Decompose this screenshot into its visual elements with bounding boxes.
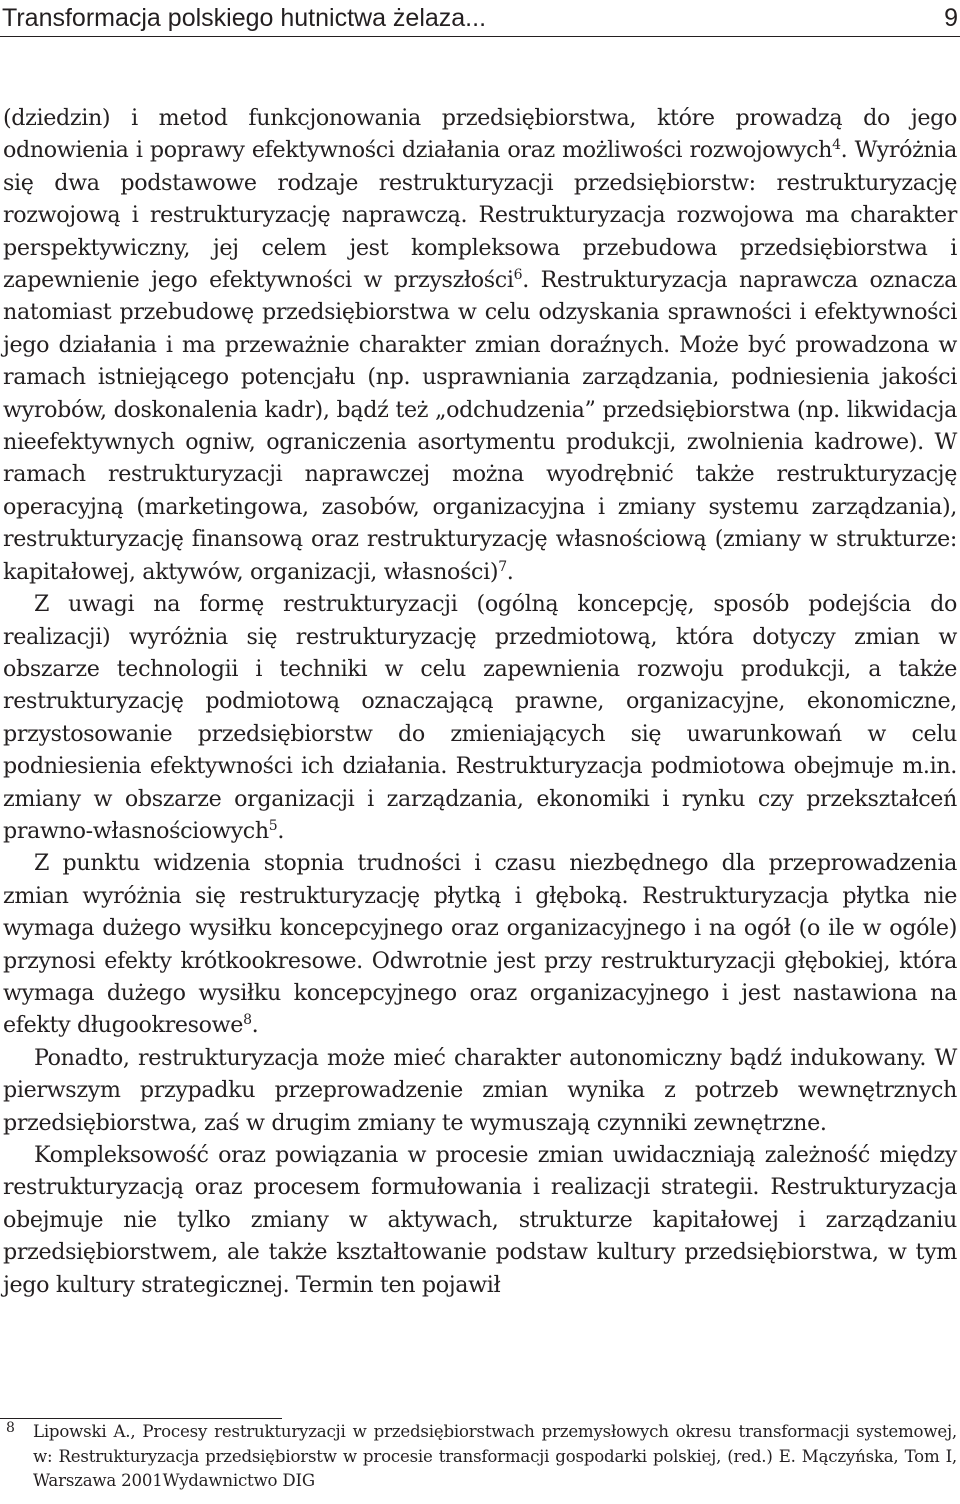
footnote-ref-5: 5: [268, 817, 278, 834]
paragraph-4: Ponadto, restrukturyzacja może mieć charakter autonomiczny bądź indukowany. W pierwszym przypadku przeprowadzenie zmian wynika z potrzeb wewnętrznych przedsiębiorstwa, zaś w drugim zmiany te wymuszają czynniki zewnętrzne.: [3, 1044, 957, 1136]
footnote-ref-8: 8: [243, 1012, 252, 1029]
page-number: 9: [944, 4, 958, 32]
paragraph-2: Z uwagi na formę restrukturyzacji (ogólną koncepcję, sposób podejścia do realizacji) wyróżnia się restrukturyzację przedmiotową, która dotyczy zmian w obszarze technologii i techniki w celu zapewnienia rozwoju produkcji, a także restrukturyzację podmiotową oznaczającą prawne, organizacyjne, ekonomiczne, przystosowanie przedsiębiorstw do zmieniających się uwarunkowań w celu podniesienia efektywności ich działania. Restrukturyzacja podmiotowa obejmuje m.in. zmiany w obszarze organizacji i zarządzania, ekonomiki i rynku czy przekształceń prawno-własnościowych$^5$.: [3, 591, 957, 844]
footnote: [3, 1420, 957, 1494]
footnote-ref-6: 6: [513, 267, 523, 284]
paragraph-5: Kompleksowość oraz powiązania w procesie zmian uwidaczniają zależność między restrukturyzacją oraz procesem formułowania i realizacji strategii. Restrukturyzacja obejmuje nie tylko zmiany w aktywach, strukturze kapitałowej i zarządzaniu przedsiębiorstwem, ale także kształtowanie podstaw kultury przedsiębiorstwa, w tym jego kultury strategicznej. Termin ten pojawił: [3, 1142, 957, 1298]
running-title: Transformacja polskiego hutnictwa żelaza...: [2, 4, 487, 32]
running-header: [0, 0, 960, 37]
paragraph-1: (dziedzin) i metod funkcjonowania przedsiębiorstwa, które prowadzą do jego odnowienia i poprawy efektywności działania oraz możliwości rozwojowych$^4$. Wyróżnia się dwa podstawowe rodzaje restrukturyzacji przedsiębiorstw: restrukturyzację rozwojową i restrukturyzację naprawczą. Restrukturyzacja rozwojowa ma charakter perspektywiczny, jej celem jest kompleksowa przebudowa przedsiębiorstwa i zapewnienie jego efektywności w przyszłości$^6$. Restrukturyzacja naprawcza oznacza natomiast przebudowę przedsiębiorstwa w celu odzyskania sprawności i efektywności jego działania i ma przeważnie charakter zmian doraźnych. Może być prowadzona w ramach istniejącego potencjału (np. usprawniania zarządzania, podniesienia jakości wyrobów, doskonalenia kadr), bądź też „odchudzenia” przedsiębiorstwa (np. likwidacja nieefektywnych ogniw, ograniczenia asortymentu produkcji, zwolnienia kadrowe). W ramach restrukturyzacji naprawczej można wyodrębnić także restrukturyzację operacyjną (marketingowa, zasobów, organizacyjna i zmiany systemu zarządzania), restrukturyzację finansową oraz restrukturyzację własnościową (zmiany w strukturze: kapitałowej, aktywów, organizacji, własności)$^7$.: [3, 105, 957, 585]
footnote-mark: 8: [6, 1420, 15, 1436]
footnote-ref-4: 4: [832, 137, 841, 154]
footnote-text: Lipowski A., Procesy restrukturyzacji w przedsiębiorstwach przemysłowych okresu transformacji systemowej, w: Restrukturyzacja przedsiębiorstw w procesie transformacji gospodarki polskiej, (red.) E. Mączyńska, Tom I, Warszawa 2001Wydawnictwo DIG: [33, 1422, 957, 1491]
footnote-divider: [0, 1418, 282, 1419]
body-text: [3, 102, 957, 1301]
paragraph-3: Z punktu widzenia stopnia trudności i czasu niezbędnego dla przeprowadzenia zmian wyróżnia się restrukturyzację płytką i głęboką. Restrukturyzacja płytka nie wymaga dużego wysiłku koncepcyjnego oraz organizacyjnego i na ogół (o ile w ogóle) przynosi efekty krótkookresowe. Odwrotnie jest przy restrukturyzacji głębokiej, która wymaga dużego wysiłku koncepcyjnego oraz organizacyjnego i jest nastawiona na efekty długookresowe$^8$.: [3, 850, 957, 1039]
footnote-ref-7: 7: [498, 558, 507, 575]
